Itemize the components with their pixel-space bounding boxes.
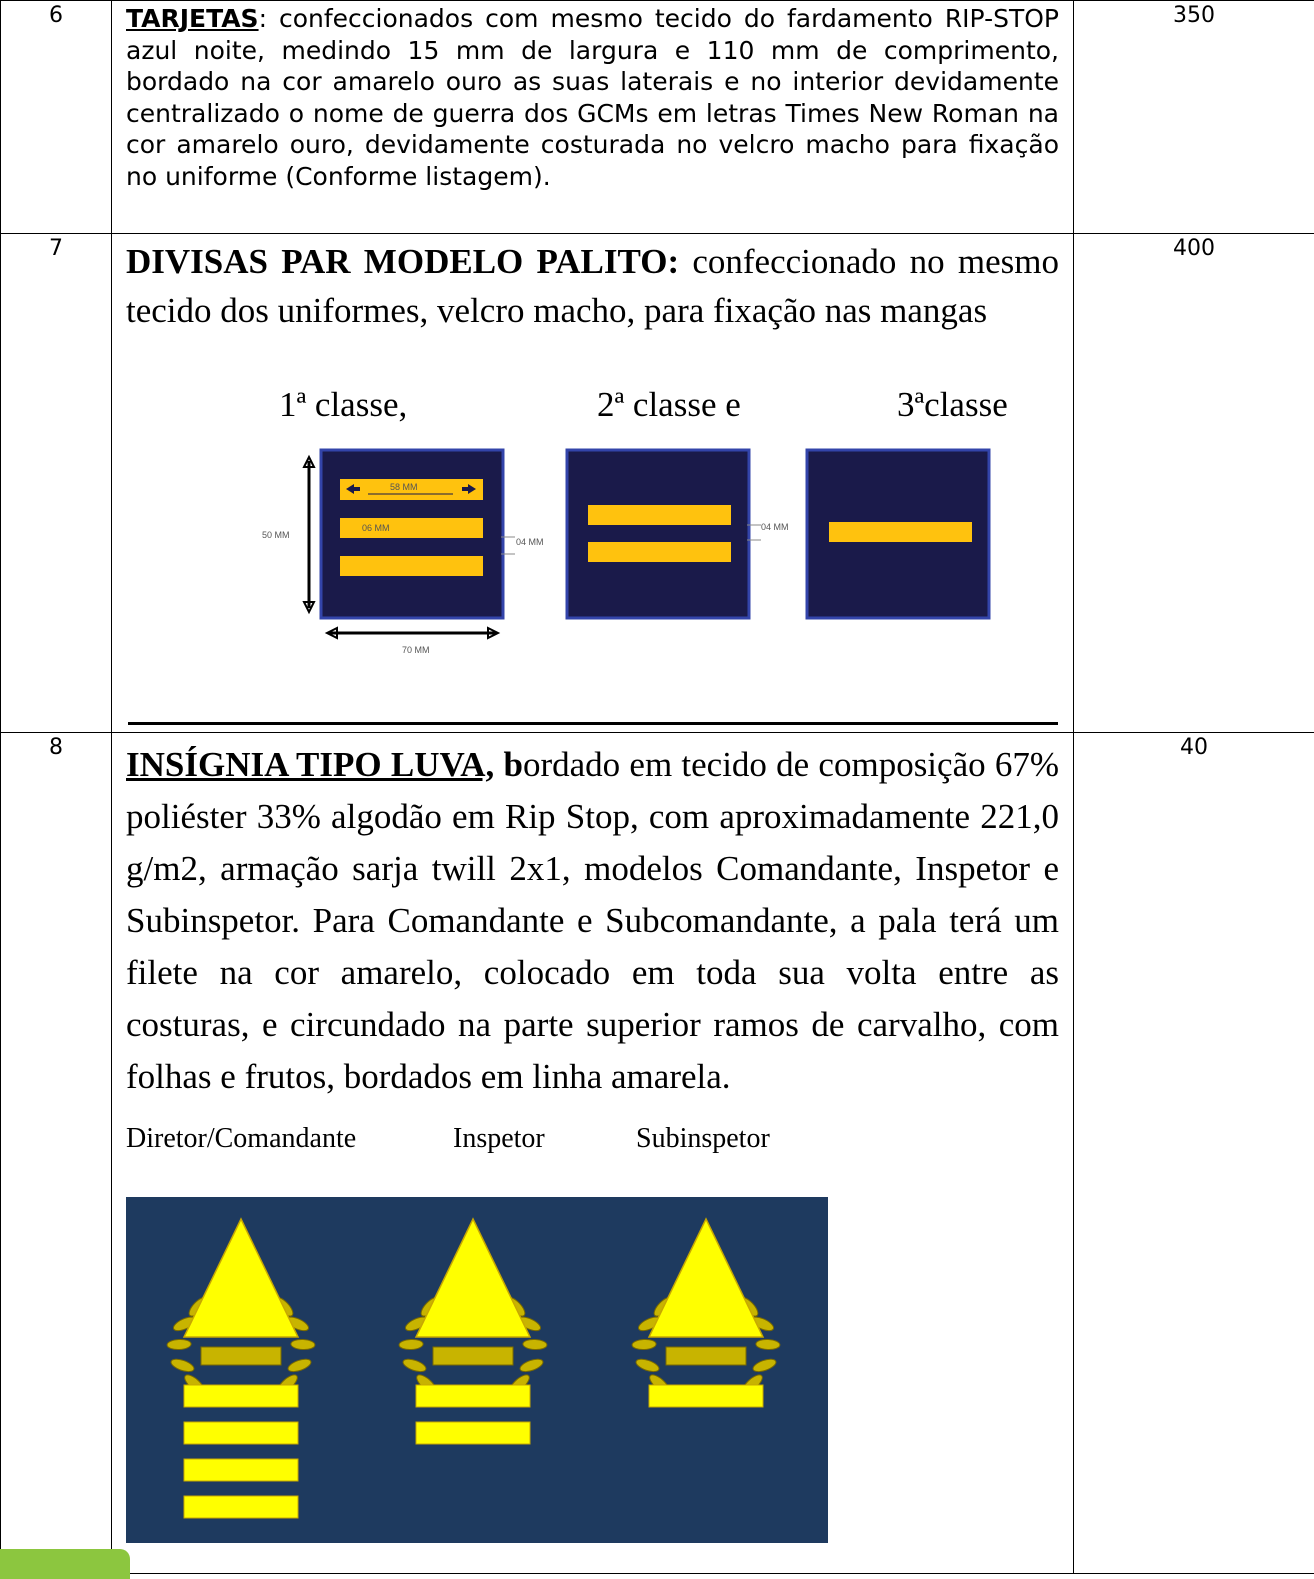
item-quantity-cell <box>1074 1 1314 234</box>
item-quantity-cell <box>1074 733 1314 1574</box>
item-quantity: 350 <box>1074 1 1314 28</box>
table-row <box>1 1 1314 234</box>
green-tab-icon <box>0 1549 130 1579</box>
width-label: 58 MM <box>390 482 418 492</box>
item-text: confeccionado no mesmo tecido dos uniformes, velcro macho, para fixação nas mangas <box>126 242 1059 330</box>
class-label-3: 3ªclasse <box>897 385 1008 425</box>
stripe <box>588 505 731 525</box>
item-text: ordado em tecido de composição 67% poliéster 33% algodão em Rip Stop, com aproximadamente 221,0 g/m2, armação sarja twill 2x1, modelos Comandante, Inspetor e Subinspetor. Para Comandante e Subcomandante, a pala terá um filete na cor amarelo, colocado em toda sua volta entre as costuras, e circundado na parte superior ramos de carvalho, com folhas e frutos, bordados em linha amarela. <box>126 745 1059 1096</box>
rank-bar <box>184 1422 298 1444</box>
item-description <box>112 733 1073 1103</box>
item-number-cell <box>1 733 112 1574</box>
rank-labels <box>112 1123 1073 1159</box>
item-number: 8 <box>1 733 111 760</box>
stripe-label: 06 MM <box>362 523 390 533</box>
rank-bar <box>649 1385 763 1407</box>
laurel-stem-icon <box>433 1347 513 1365</box>
rank-bar <box>184 1459 298 1481</box>
item-quantity: 40 <box>1074 733 1314 760</box>
table-row <box>1 733 1314 1574</box>
base-label: 70 MM <box>402 645 430 655</box>
item-title: DIVISAS PAR MODELO PALITO: <box>126 242 679 281</box>
item-description-cell <box>112 733 1074 1574</box>
item-quantity-cell <box>1074 234 1314 733</box>
item-text: : confeccionados com mesmo tecido do fardamento RIP-STOP azul noite, medindo 15 mm de largura e 110 mm de comprimento, bordado na cor amarelo ouro as suas laterais e no interior devidamente centralizado o nome de guerra dos GCMs em letras Times New Roman na cor amarelo ouro, devidamente costurada no velcro macho para fixação no uniforme (Conforme listagem). <box>126 4 1059 191</box>
gap-label: 04 MM <box>761 522 789 532</box>
item-number: 6 <box>1 1 111 28</box>
class-label-1: 1ª classe, <box>279 385 407 425</box>
rank-bar <box>184 1385 298 1407</box>
item-title: TARJETAS <box>126 4 259 33</box>
gap-label: 04 MM <box>516 537 544 547</box>
item-number: 7 <box>1 234 111 261</box>
item-quantity: 400 <box>1074 234 1314 261</box>
item-number-cell <box>1 234 112 733</box>
height-label: 50 MM <box>262 530 290 540</box>
stripe <box>340 556 483 576</box>
table-row <box>1 234 1314 733</box>
item-title: INSÍGNIA TIPO LUVA, <box>126 745 494 784</box>
item-description <box>112 234 1073 335</box>
rank-bar <box>416 1422 530 1444</box>
rank-bar <box>416 1385 530 1407</box>
stripe <box>588 542 731 562</box>
class-labels <box>112 385 1073 435</box>
rank-label-inspector: Inspetor <box>453 1123 545 1155</box>
rank-label-subinspector: Subinspetor <box>636 1123 770 1155</box>
item-description <box>112 1 1073 192</box>
laurel-stem-icon <box>666 1347 746 1365</box>
stripe <box>829 522 972 542</box>
insignia-image <box>126 1197 828 1543</box>
rank-bar <box>184 1496 298 1518</box>
item-description-cell <box>112 1 1074 234</box>
item-description-cell <box>112 234 1074 733</box>
divisas-diagram <box>243 445 1013 660</box>
item-title-b: b <box>494 745 523 784</box>
horizontal-rule <box>128 722 1058 725</box>
laurel-stem-icon <box>201 1347 281 1365</box>
class-label-2: 2ª classe e <box>597 385 741 425</box>
rank-label-director: Diretor/Comandante <box>126 1123 356 1155</box>
patch-2nd-class <box>567 450 749 618</box>
item-number-cell <box>1 1 112 234</box>
